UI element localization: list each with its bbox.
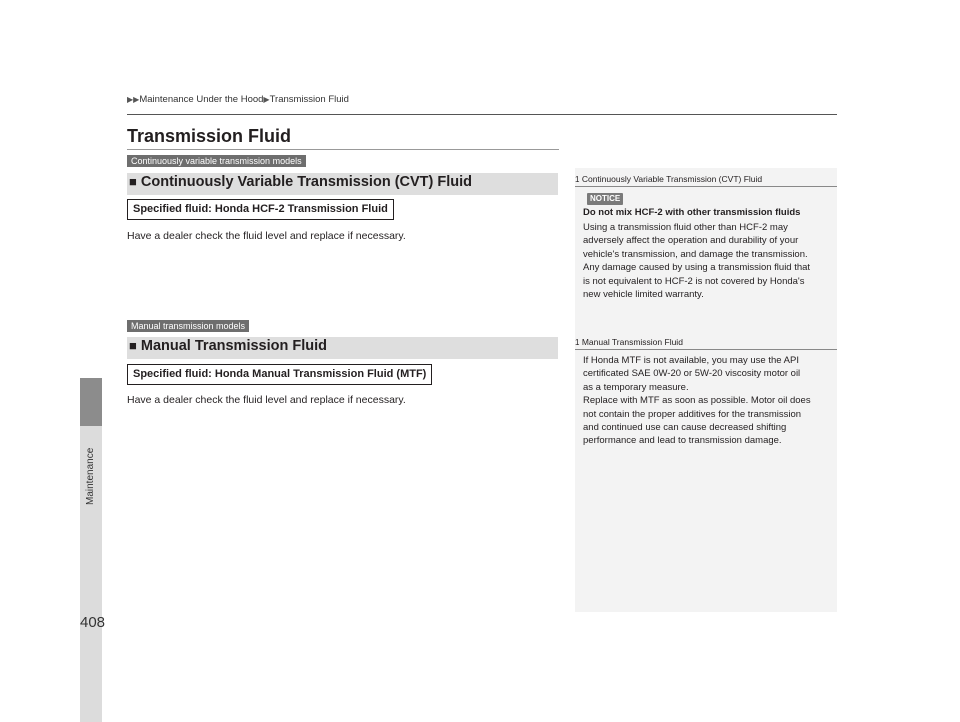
note-text-cvt: [583, 221, 810, 301]
note-line: If Honda MTF is not available, you may use the API: [583, 355, 799, 366]
note-line: adversely affect the operation and durability of your: [583, 235, 799, 247]
note-title-cvt: [575, 174, 762, 184]
breadcrumb-item[interactable]: Maintenance Under the Hood: [139, 94, 264, 105]
page-title: Transmission Fluid: [127, 126, 292, 146]
notice-badge: NOTICE: [587, 193, 623, 205]
note-line: certificated SAE 0W-20 or 5W-20 viscosity motor oil: [583, 368, 801, 380]
note-line: as a temporary measure.: [583, 381, 689, 393]
note-line: Any damage caused by using a transmission fluid that: [583, 262, 811, 274]
square-bullet-icon: ■: [129, 338, 137, 353]
sidebar-section-label: Maintenance: [85, 447, 96, 505]
note-ref-number: 1: [575, 175, 580, 184]
title-rule: [127, 149, 559, 150]
body-text-cvt: Have a dealer check the fluid level and replace if necessary.: [127, 230, 406, 242]
model-tag-cvt: Continuously variable transmission models: [127, 155, 306, 167]
body-text-manual: Have a dealer check the fluid level and replace if necessary.: [127, 394, 406, 406]
note-line: Using a transmission fluid other than HCF-2 may: [583, 222, 788, 233]
note-line: performance and lead to transmission damage.: [583, 435, 782, 447]
breadcrumb: [127, 94, 349, 105]
header-rule: [127, 114, 837, 115]
note-rule-cvt: [575, 186, 837, 187]
note-text-manual: [583, 354, 811, 448]
square-bullet-icon: ■: [129, 174, 137, 189]
model-tag-manual: Manual transmission models: [127, 320, 249, 332]
note-bold-cvt: Do not mix HCF-2 with other transmission fluids: [583, 207, 801, 218]
section-heading-cvt: [129, 174, 472, 190]
note-rule-manual: [575, 349, 837, 350]
note-line: and continued use can cause decreased shifting: [583, 422, 787, 434]
spec-box-cvt: Specified fluid: Honda HCF-2 Transmission Fluid: [127, 199, 394, 220]
note-line: not contain the proper additives for the transmission: [583, 408, 802, 420]
sidebar-strip: [80, 378, 102, 722]
section-heading-text: Continuously Variable Transmission (CVT) Fluid: [140, 174, 473, 190]
note-line: new vehicle limited warranty.: [583, 289, 704, 301]
section-heading-text: Manual Transmission Fluid: [140, 338, 328, 354]
section-heading-manual: [129, 338, 327, 354]
spec-box-manual: Specified fluid: Honda Manual Transmission Fluid (MTF): [127, 364, 432, 385]
note-ref-number: 1: [575, 338, 580, 347]
note-title-text[interactable]: Continuously Variable Transmission (CVT) Fluid: [581, 174, 763, 184]
double-arrow-icon: ▶▶: [127, 95, 140, 104]
page-number: 408: [80, 614, 106, 631]
note-line: vehicle's transmission, and damage the transmission.: [583, 248, 808, 260]
breadcrumb-item[interactable]: Transmission Fluid: [269, 94, 349, 105]
note-title-text[interactable]: Manual Transmission Fluid: [581, 337, 683, 347]
note-title-manual: [575, 337, 683, 347]
sidebar-section-tab: [80, 378, 102, 426]
note-line: Replace with MTF as soon as possible. Motor oil does: [583, 395, 811, 407]
arrow-icon: ▶: [263, 95, 270, 104]
note-line: is not equivalent to HCF-2 is not covered by Honda's: [583, 275, 805, 287]
